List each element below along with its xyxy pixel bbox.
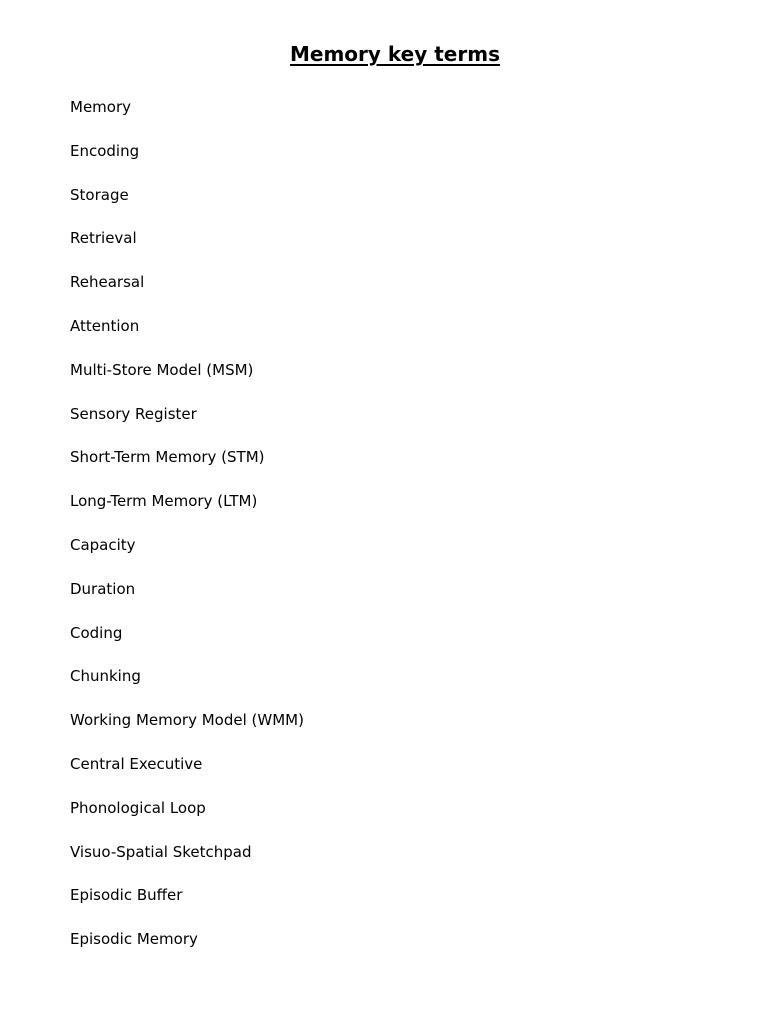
page-title: Memory key terms <box>290 42 500 66</box>
term-phonological-loop: Phonological Loop <box>70 798 206 817</box>
term-storage: Storage <box>70 185 129 204</box>
term-coding: Coding <box>70 623 123 642</box>
term-chunking: Chunking <box>70 667 141 686</box>
term-encoding: Encoding <box>70 141 140 160</box>
term-episodic-buffer: Episodic Buffer <box>70 886 183 905</box>
term-episodic-memory: Episodic Memory <box>70 930 198 949</box>
term-capacity: Capacity <box>70 535 136 554</box>
term-attention: Attention <box>70 316 140 335</box>
term-memory: Memory <box>70 98 132 116</box>
key-terms-list <box>70 97 304 973</box>
term-long-term-memory: Long-Term Memory (LTM) <box>70 492 258 511</box>
term-sensory-register: Sensory Register <box>70 404 197 423</box>
term-duration: Duration <box>70 579 136 598</box>
term-multi-store-model: Multi-Store Model (MSM) <box>70 360 254 379</box>
term-short-term-memory: Short-Term Memory (STM) <box>70 448 265 467</box>
term-visuo-spatial-sketchpad: Visuo-Spatial Sketchpad <box>70 842 252 861</box>
term-working-memory-model: Working Memory Model (WMM) <box>70 711 304 730</box>
term-retrieval: Retrieval <box>70 229 137 248</box>
term-rehearsal: Rehearsal <box>70 273 145 292</box>
term-central-executive: Central Executive <box>70 754 203 773</box>
